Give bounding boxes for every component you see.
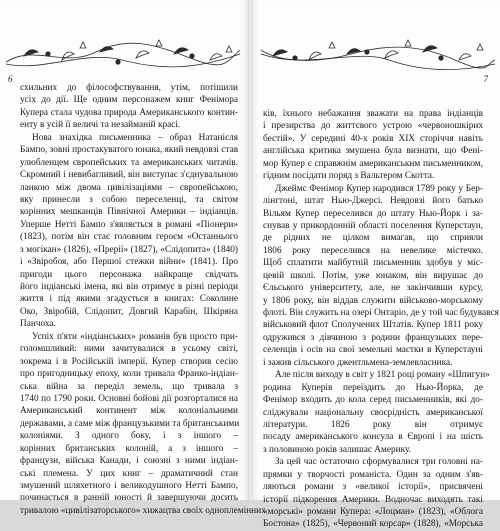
- text-line: Бампо, зовні простакуватого юнака, який невдовзі став: [20, 145, 239, 156]
- text-line: починається в ранній юності й завершуючи досить: [20, 493, 238, 504]
- text-line: тривалою «цивілізаторського» хижацтва своїх одноплемінних: [20, 505, 266, 516]
- text-line: флоті. Він служить на озері Онтаріо, де у той час будувався: [263, 308, 499, 318]
- text-line: літератури. 1826 року він отримує: [263, 419, 483, 430]
- text-line: військовий флот Сполучених Штатів. Купер 1811 року: [263, 320, 483, 331]
- text-line: Єльського університету, але, не закінчивши курсу,: [263, 283, 483, 294]
- text-line: життя і під якими згадується в книгах: Соколине: [20, 294, 238, 305]
- text-line: Панчоха.: [20, 319, 56, 330]
- text-line: його індіанські імена, які він отримує в різні періоди: [20, 282, 238, 292]
- text-line: ків, їхнього небажання зважати на права індіанців: [263, 109, 483, 119]
- page-number: 6: [8, 74, 13, 84]
- text-line: Джеймс Фенімор Купер народився 1789 року у Бер-: [275, 183, 483, 194]
- floral-ornament-icon: [4, 38, 242, 72]
- text-line: Нова знахідка письменника – образ Натанієля: [32, 132, 238, 143]
- text-line: селенців і осів на свої земельні маєтки в Куперстауні: [263, 345, 483, 356]
- text-line: і «Звіробоя, або Першої стежки війни» (1841). Про: [20, 257, 238, 268]
- text-line: бестій». У середині 40-х років XIX сторіччя навіть: [263, 133, 483, 144]
- floral-ornament-icon: [259, 38, 497, 72]
- text-line: англійська критика змушена була визнати, що Фені-: [263, 146, 483, 157]
- text-line: За цей час остаточно сформувалися три головні на-: [275, 457, 483, 468]
- text-line: де рідних не цілком вимагав, що сприяли: [263, 233, 483, 244]
- text-line: Але після виходу в світ у 1821 році роману «Шпигун»: [275, 370, 490, 381]
- body-text: [263, 108, 499, 531]
- text-line: Око, Звіробій, Слідопит, Довгий Карабін, Шкіряна: [20, 306, 238, 317]
- text-line: у 1806 року, він віддав служити військово-морському: [263, 295, 483, 306]
- text-line: Бостона» (1825), «Червоний корсар» (1828), «Морська: [263, 519, 483, 530]
- text-line: родина Куперів переїздить до Нью-Йорка, де: [263, 382, 483, 393]
- body-text: [20, 82, 266, 517]
- text-line: Вільям Купер переселився до штату Нью-Йорк і за-: [263, 208, 483, 219]
- text-line: пригоди цього персонажа найкраще свідчать: [20, 269, 238, 280]
- text-line: яку принесли з собою переселенці, та світом: [20, 194, 238, 205]
- text-line: корінних британських колоній, а з іншого –: [20, 443, 238, 454]
- text-line: ські племена. У цих книг – драматичний стан: [20, 468, 238, 479]
- text-line: корінних мешканців Північної Америки – індіанців.: [20, 207, 238, 218]
- text-line: мор Купер є справжнім американським письменником,: [263, 158, 483, 169]
- text-line: ланкою між двома цивілізаціями – європейською,: [20, 182, 238, 193]
- text-line: «морські» романи Купера: «Лоцман» (1823), «Облога: [263, 507, 483, 517]
- text-line: державами, а саме між французькими та британськими: [20, 418, 240, 429]
- text-line: Щоб сплатити майбутній письменник здобув у міс-: [263, 258, 483, 269]
- text-line: цевій школі. Потім, уже юнаком, він вирушає до: [263, 270, 483, 281]
- text-line: Уперше Нетті Бампо з'являється в романі «Піонери»: [20, 219, 238, 230]
- text-line: зокрема і в Російській імперії. Купер створив сесію: [20, 356, 238, 367]
- text-line: усіх до дії. Ще одним персонажем книг Фенімора: [20, 95, 238, 106]
- right-page: [251, 0, 500, 530]
- text-line: Скромний і невибагливий, він виступає з'єднувальною: [20, 170, 238, 181]
- text-line: схильних до філософствування, утім, потішили: [20, 83, 238, 93]
- text-line: одружився з дівчиною з родини французьких пере-: [263, 332, 483, 343]
- text-line: змушений шляхетного і великодушного Нетті Бампо,: [20, 481, 238, 491]
- text-line: з могікан» (1826), «Прерії» (1827), «Слідопита» (1840): [20, 244, 238, 255]
- text-line: колоніями. З одного боку, і з іншого –: [20, 431, 238, 442]
- text-line: історії підкорення Америки. Водночас виходять такі: [263, 494, 483, 505]
- text-line: ляються романи з «великої історії», присвячені: [263, 482, 483, 493]
- text-line: прямки у творчості романіста. Один за одним з'яв-: [263, 469, 483, 480]
- text-line: і зажив сільського джентльмена-землевласника.: [263, 357, 453, 368]
- text-line: улюбленцем європейських та американських читачів.: [20, 157, 238, 168]
- text-line: (1823), потім він стає головним героєм «Останнього: [20, 232, 238, 243]
- text-line: 1740 по 1790 роки. Основні бойові дії розгорталися на: [20, 393, 238, 404]
- text-line: французи, війська Канади, і союзні з ними індіан-: [20, 456, 238, 467]
- text-line: з половиною років залишає Америку.: [263, 444, 412, 455]
- text-line: Фенімор входить до кола серед письменників, які до-: [263, 395, 483, 406]
- text-line: енту в усій її величі та незайманій красі.: [20, 120, 181, 131]
- text-line: гідним посідати поряд з Вальтером Скотта.: [263, 171, 435, 182]
- text-line: посаду американського консула в Європі і на шість: [263, 432, 483, 443]
- text-line: Американський континент між колоніальними: [20, 406, 238, 417]
- text-line: і презирства до життєвого устрою «червоношкірих: [263, 121, 483, 132]
- text-line: 1806 року переселився на невелике містечко.: [263, 245, 483, 256]
- text-line: Купера стала чудова природа Американського контин-: [20, 107, 238, 118]
- text-line: про пригодницьку епоху, коли тривала Франко-індіан-: [20, 369, 238, 380]
- text-line: лінгтоні, штат Нью-Джерсі. Невдовзі його батько: [263, 196, 483, 207]
- text-line: снував у прикордонній області поселення Куперстаун,: [263, 220, 483, 231]
- text-line: Успіх п'яти «індіанських» романів був просто при-: [32, 331, 238, 342]
- page-number: 7: [483, 74, 488, 84]
- text-line: ська війна за переділ земель, що тривала з: [20, 381, 238, 392]
- text-line: сліджували національну своєрідність американської: [263, 407, 483, 418]
- text-line: голомшливий: ними зачитувалися в усьому світі,: [20, 344, 238, 355]
